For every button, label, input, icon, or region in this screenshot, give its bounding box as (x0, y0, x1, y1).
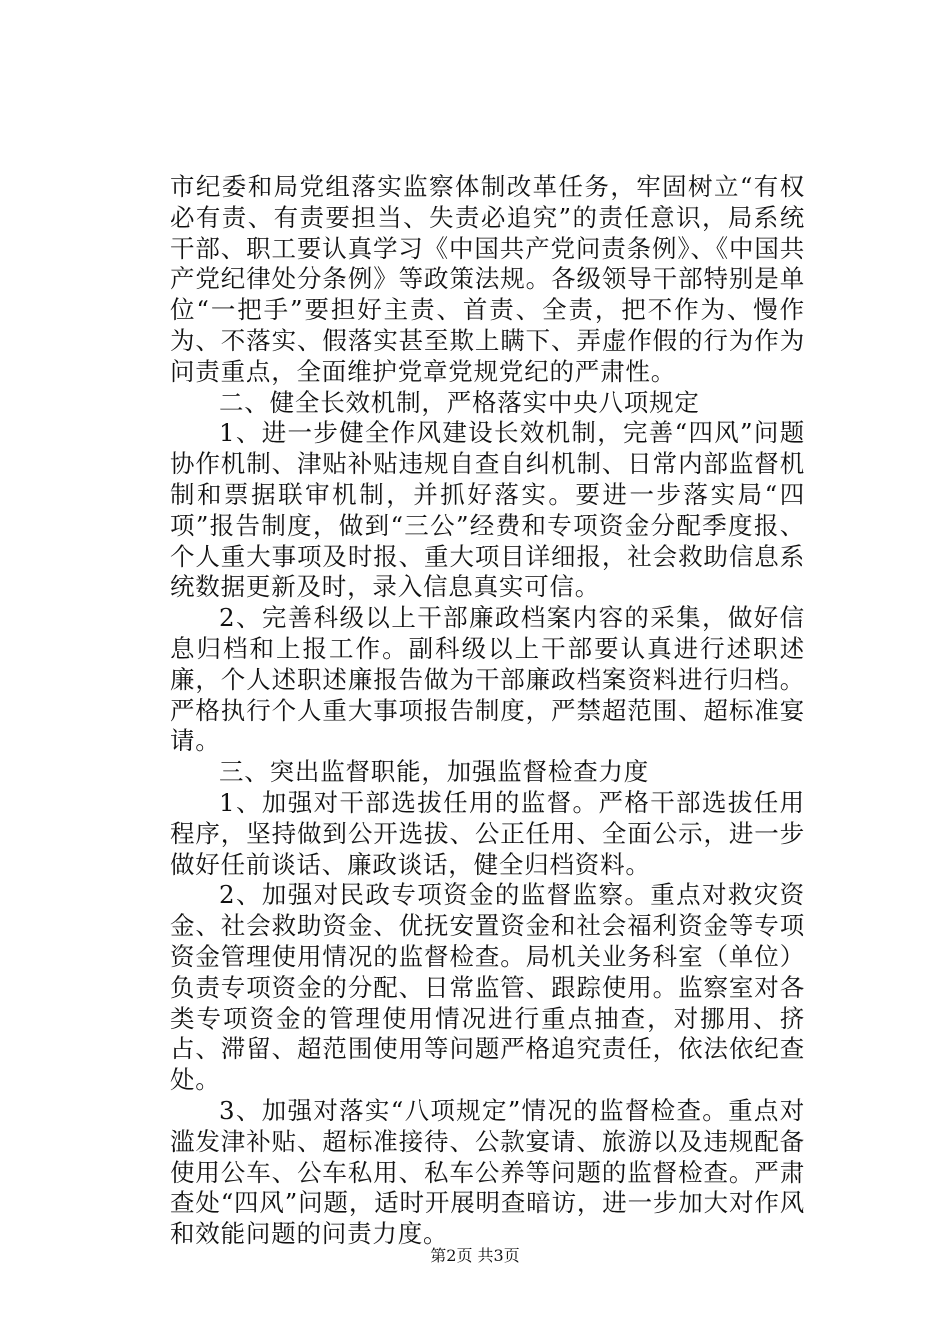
paragraph-3-3: 3、加强对落实“八项规定”情况的监督检查。重点对滥发津补贴、超标准接待、公款宴请、旅游以及违规配备使用公车、公车私用、私车公养等问题的监督检查。严肃查处“四风”问题，适时开展明查暗访，进一步加大对作风和效能问题的问责力度。 (170, 1095, 805, 1249)
page-number-label: 第2页 共3页 (430, 1246, 520, 1265)
paragraph-2-1: 1、进一步健全作风建设长效机制，完善“四风”问题协作机制、津贴补贴违规自查自纠机制、日常内部监督机制和票据联审机制，并抓好落实。要进一步落实局“四项”报告制度，做到“三公”经费和专项资金分配季度报、个人重大事项及时报、重大项目详细报，社会救助信息系统数据更新及时，录入信息真实可信。 (170, 418, 805, 602)
paragraph-3-2: 2、加强对民政专项资金的监督监察。重点对救灾资金、社会救助资金、优抚安置资金和社会福利资金等专项资金管理使用情况的监督检查。局机关业务科室（单位）负责专项资金的分配、日常监管、跟踪使用。监察室对各类专项资金的管理使用情况进行重点抽查，对挪用、挤占、滞留、超范围使用等问题严格追究责任，依法依纪查处。 (170, 880, 805, 1095)
section-heading-3: 三、突出监督职能，加强监督检查力度 (219, 757, 650, 787)
section-heading-2: 二、健全长效机制，严格落实中央八项规定 (219, 387, 700, 417)
paragraph-continuation: 市纪委和局党组落实监察体制改革任务，牢固树立“有权必有责、有责要担当、失责必追究”的责任意识，局系统干部、职工要认真学习《中国共产党问责条例》、《中国共产党纪律处分条例》等政策法规。各级领导干部特别是单位“一把手”要担好主责、首责、全责，把不作为、慢作为、不落实、假落实甚至欺上瞒下、弄虚作假的行为作为问责重点，全面维护党章党规党纪的严肃性。 (170, 172, 805, 386)
paragraph-3-1: 1、加强对干部选拔任用的监督。严格干部选拔任用程序，坚持做到公开选拔、公正任用、全面公示，进一步做好任前谈话、廉政谈话，健全归档资料。 (170, 787, 805, 879)
page-footer (0, 1246, 950, 1266)
paragraph-2-2: 2、完善科级以上干部廉政档案内容的采集，做好信息归档和上报工作。副科级以上干部要认真进行述职述廉，个人述职述廉报告做为干部廉政档案资料进行归档。严格执行个人重大事项报告制度，严禁超范围、超标准宴请。 (170, 603, 805, 756)
document-body (170, 172, 805, 1250)
